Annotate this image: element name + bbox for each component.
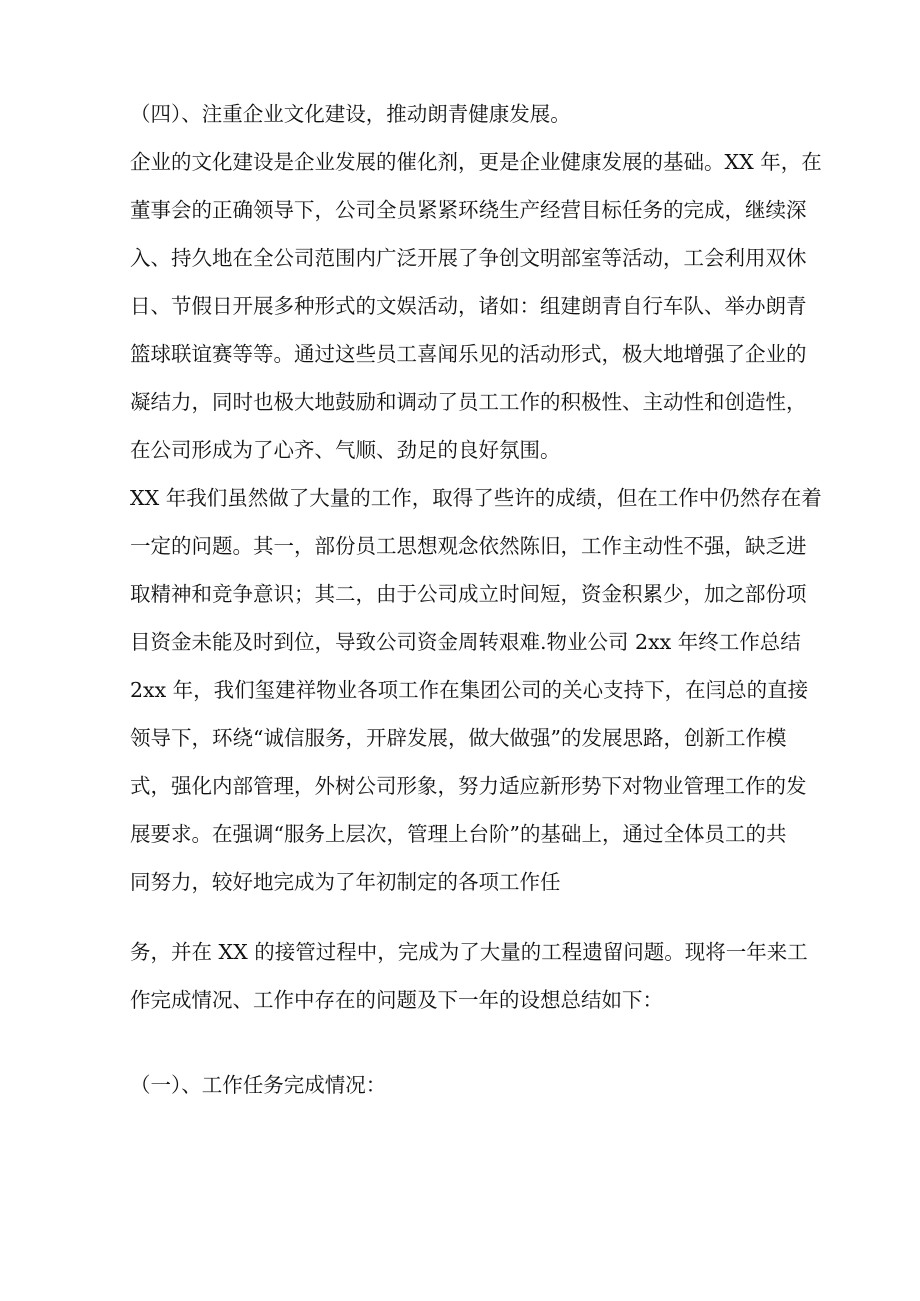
paragraph-2-line-3: 取精神和竞争意识；其二，由于公司成立时间短，资金积累少，加之部份项 [130,582,807,606]
paragraph-1-line-7: 在公司形成为了心齐、气顺、劲足的良好氛围。 [130,438,561,462]
paragraph-2-line-8: 展要求。在强调“服务上层次，管理上台阶”的基础上，通过全体员工的共 [130,822,787,846]
paragraph-1-line-5: 篮球联谊赛等等。通过这些员工喜闻乐见的活动形式，极大地增强了企业的 [130,342,807,366]
section-heading-1: （一）、工作任务完成情况： [130,1073,387,1097]
paragraph-2-line-6: 领导下，环绕“诚信服务，开辟发展，做大做强”的发展思路，创新工作模 [130,726,787,750]
paragraph-2-line-4: 目资金未能及时到位，导致公司资金周转艰难.物业公司 2xx 年终工作总结 [130,630,801,654]
paragraph-1-line-2: 董事会的正确领导下，公司全员紧紧环绕生产经营目标任务的完成，继续深 [130,198,807,222]
paragraph-2-line-2: 一定的问题。其一，部份员工思想观念依然陈旧，工作主动性不强，缺乏进 [130,534,807,558]
paragraph-3-line-1: 务，并在 XX 的接管过程中，完成为了大量的工程遗留问题。现将一年来工 [130,940,808,964]
paragraph-1-line-1: 企业的文化建设是企业发展的催化剂，更是企业健康发展的基础。XX 年，在 [130,150,822,174]
paragraph-1-line-3: 入、持久地在全公司范围内广泛开展了争创文明部室等活动，工会利用双休 [130,246,807,270]
paragraph-2-line-1: XX 年我们虽然做了大量的工作，取得了些许的成绩，但在工作中仍然存在着 [130,486,822,510]
paragraph-2-line-7: 式，强化内部管理，外树公司形象，努力适应新形势下对物业管理工作的发 [130,774,807,798]
paragraph-2-line-9: 同努力，较好地完成为了年初制定的各项工作任 [130,870,561,894]
section-heading-4: （四）、注重企业文化建设，推动朗青健康发展。 [130,102,571,126]
paragraph-1-line-4: 日、节假日开展多种形式的文娱活动，诸如：组建朗青自行车队、举办朗青 [130,294,807,318]
paragraph-1-line-6: 凝结力，同时也极大地鼓励和调动了员工工作的积极性、主动性和创造性， [130,390,807,414]
paragraph-2-line-5: 2xx 年，我们玺建祥物业各项工作在集团公司的关心支持下，在闫总的直接 [130,678,809,702]
paragraph-3-line-2: 作完成情况、工作中存在的问题及下一年的设想总结如下： [130,988,663,1012]
